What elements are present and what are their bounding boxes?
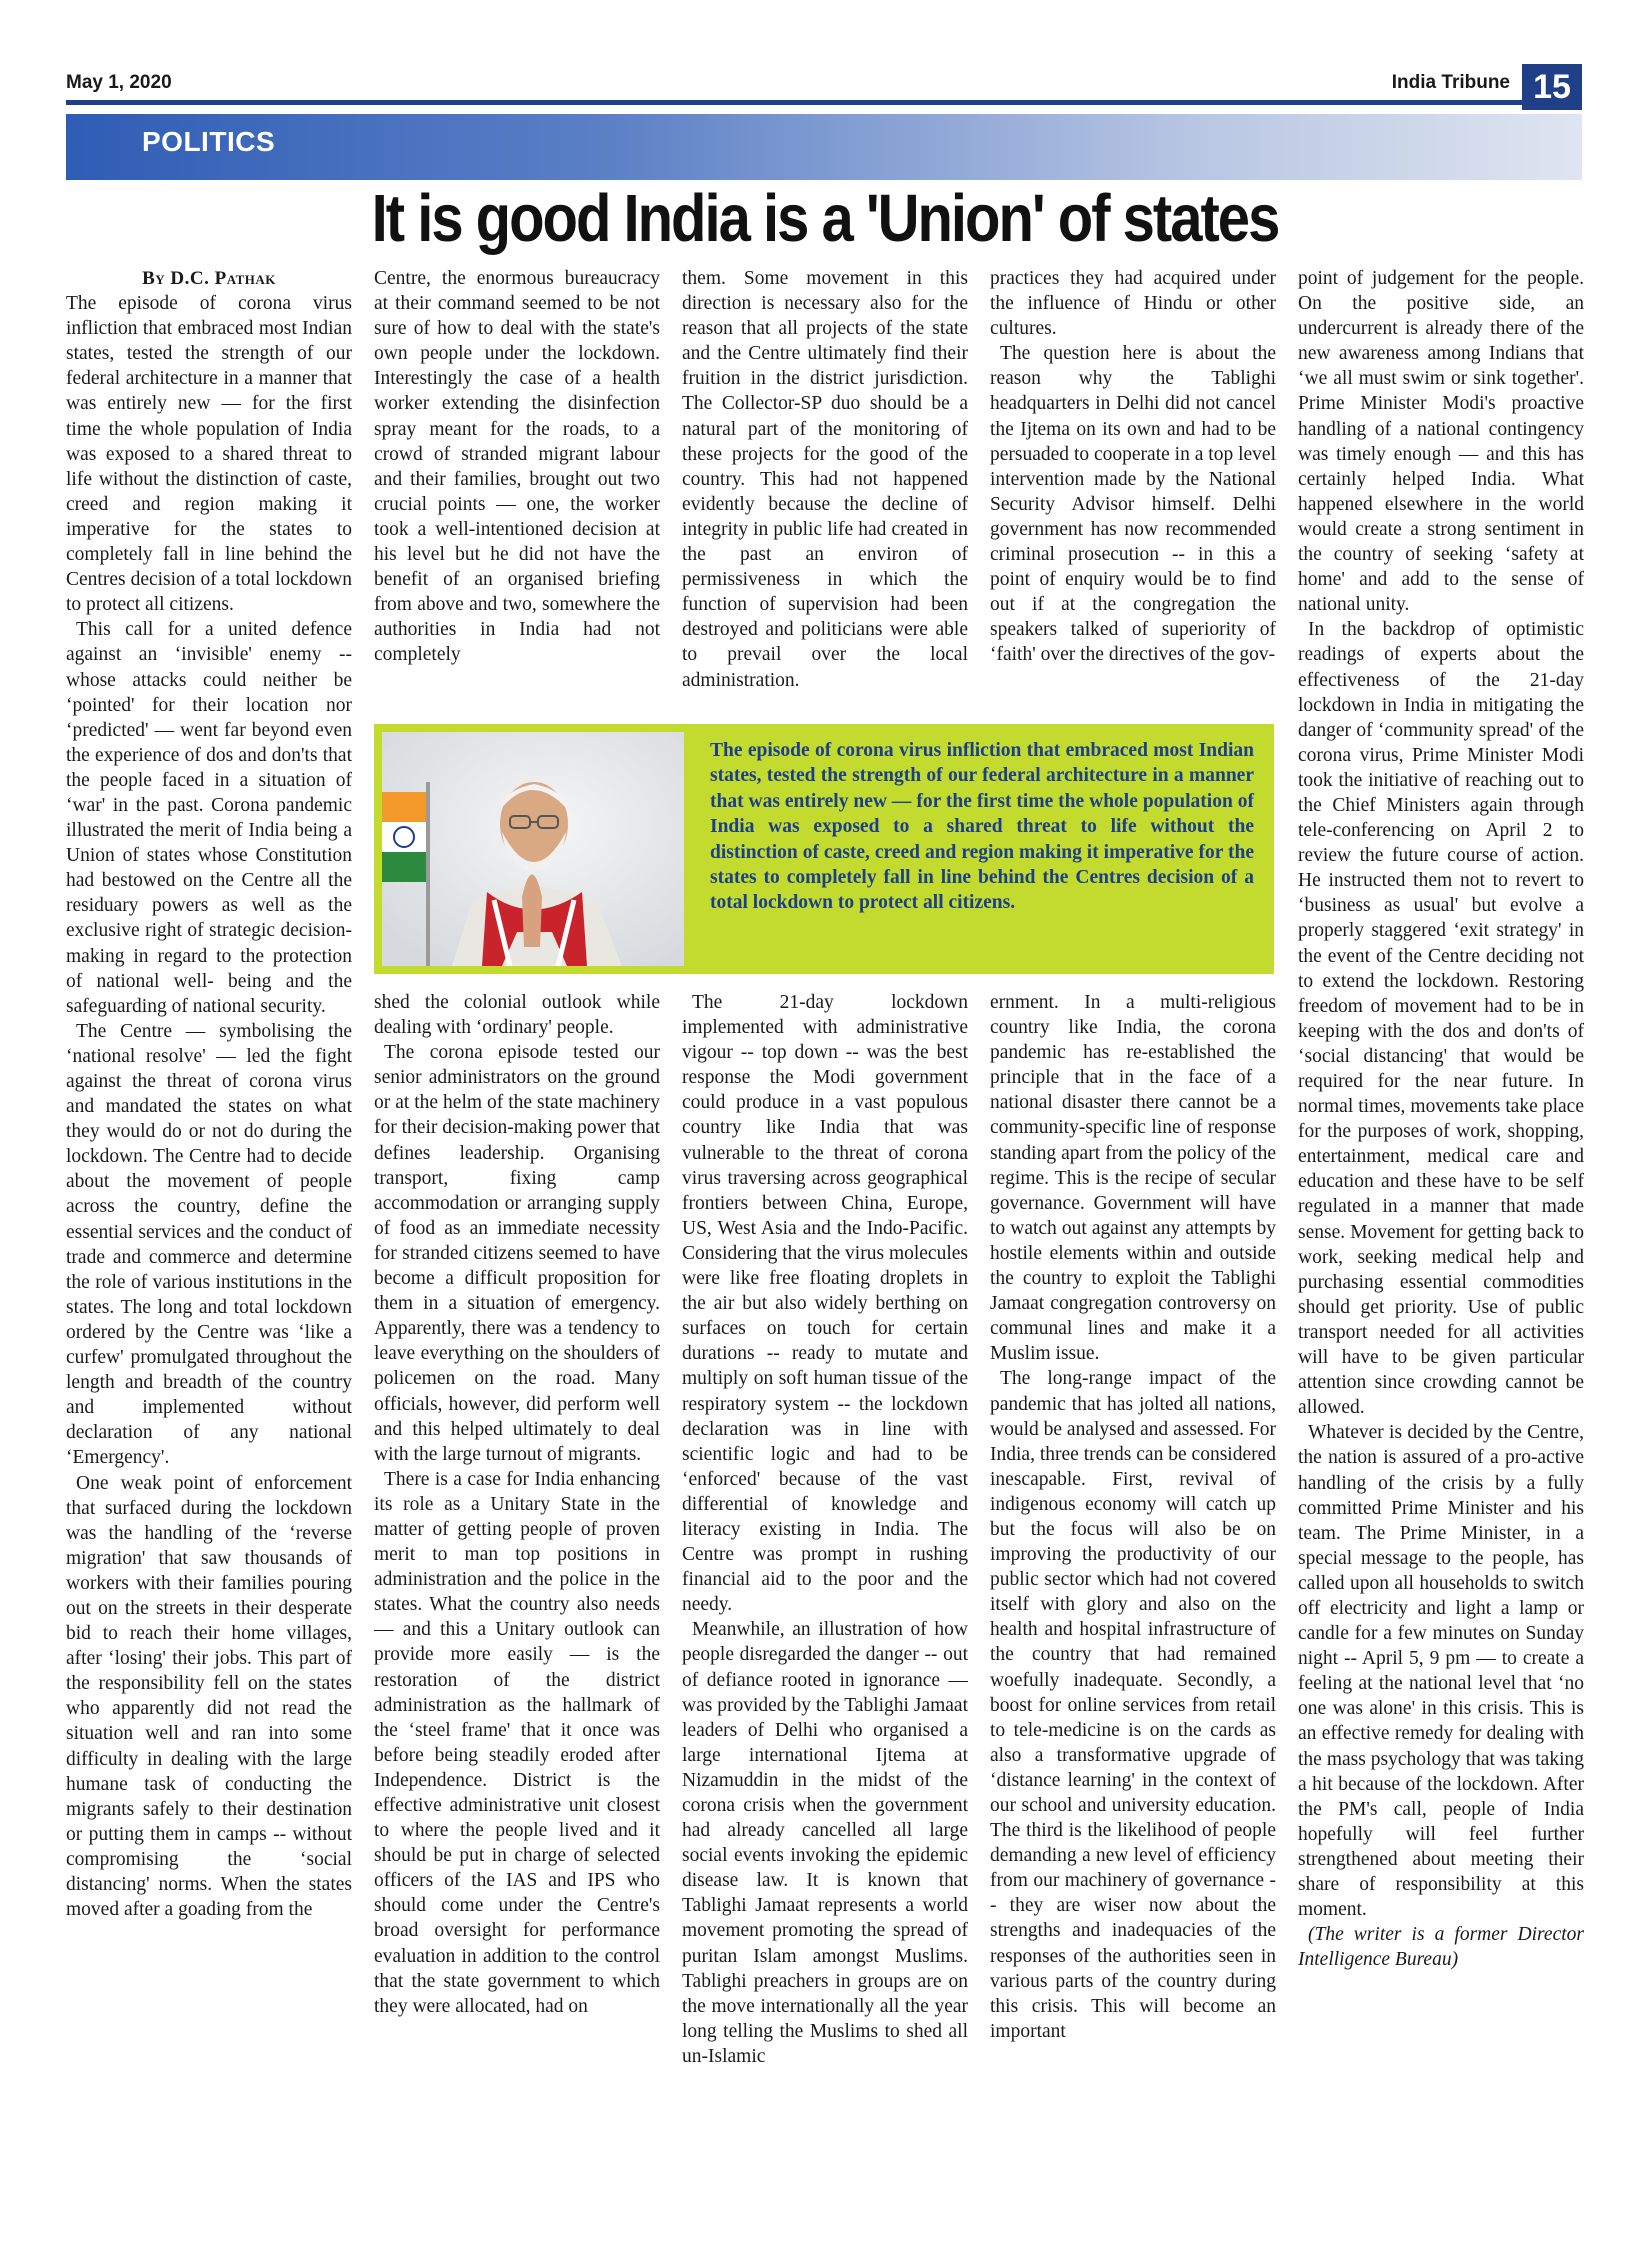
article-column-1 xyxy=(66,266,352,2226)
paragraph: The long-range impact of the pandemic that has jolted all nations, would be analysed and assessed. For India, three trends can be considered inescapable. First, revival of indigenous economy will catch up but the focus will also be on improving the productivity of our public sector which had not covered itself with glory and also on the health and hospital infrastructure of the country that had remained woefully inadequate. Secondly, a boost for online services from retail to tele-medicine is on the cards as also a transformative upgrade of ‘distance learning' in the context of our school and university education. The third is the likelihood of people demanding a new level of efficiency from our machinery of governance -- they are wiser now about the strengths and inadequacies of the responses of the authorities seen in various parts of the country during this crisis. This will become an important xyxy=(990,1368,1276,2042)
author-credit: (The writer is a former Director Intelligence Bureau) xyxy=(1298,1924,1584,1971)
paragraph: Centre, the enormous bureaucracy at their command seemed to be not sure of how to deal with the state's own people under the lockdown. Interestingly the case of a health worker extending the disinfection spray meant for the roads, to a crowd of stranded migrant labour and their families, brought out two crucial points — one, the worker took a well-intentioned decision at his level but he did not have the benefit of an organised briefing from above and two, somewhere the authorities in India had not completely xyxy=(374,268,660,666)
paragraph: The corona episode tested our senior administrators on the ground or at the helm of the state machinery for their decision-making power that defines leadership. Organising transport, fixing camp accommodation or arranging supply of food as an immediate necessity for stranded citizens seemed to have become a difficult proposition for them in a situation of emergency. Apparently, there was a tendency to leave everything on the shoulders of policemen on the road. Many officials, however, did perform well and this helped ultimately to deal with the large turnout of migrants. xyxy=(374,1042,660,1465)
article-column-5 xyxy=(1298,266,1584,2226)
photo-illustration xyxy=(382,732,684,966)
paragraph: One weak point of enforcement that surfaced during the lockdown was the handling of the ‘reverse migration' that saw thousands of workers with their families pouring out on the streets in their desperate bid to reach their home villages, after ‘losing' their jobs. This part of the responsibility fell on the states who apparently did not read the situation well and ran into some difficulty in dealing with the large humane task of conducting the migrants safely to their destination or putting them in camps -- without compromising the ‘social distancing' norms. When the states moved after a goading from the xyxy=(66,1472,352,1921)
paragraph: point of judgement for the people. On the positive side, an undercurrent is already there of the new awareness among Indians that ‘we all must swim or sink together'. Prime Minister Modi's proactive handling of a national contingency was timely enough — and this has certainly helped India. What happened elsewhere in the world would create a strong sentiment in the country of seeking ‘safety at home' and add to the sense of national unity. xyxy=(1298,268,1584,616)
article-column-2-top xyxy=(374,266,660,716)
paragraph: shed the colonial outlook while dealing with ‘ordinary' people. xyxy=(374,992,660,1039)
article-column-4-bottom xyxy=(990,990,1276,2226)
paragraph: them. Some movement in this direction is necessary also for the reason that all projects of the state and the Centre ultimately find their fruition in the district jurisdiction. The Collector-SP duo should be a natural part of the monitoring of these projects for the good of the country. This had not happened evidently because the decline of integrity in public life had created in the past an environ of permissiveness in which the function of supervision had been destroyed and politicians were able to prevail over the local administration. xyxy=(682,268,968,691)
paragraph: The question here is about the reason why the Tablighi headquarters in Delhi did not cancel the Ijtema on its own and had to be persuaded to cooperate in a top level intervention made by the National Security Advisor himself. Delhi government has now recommended criminal prosecution -- in this a point of enquiry would be to find out if at the congregation the speakers talked of superiority of ‘faith' over the directives of the gov- xyxy=(990,343,1276,666)
publication-name: India Tribune xyxy=(1391,72,1510,93)
article-headline: It is good India is a 'Union' of states xyxy=(371,181,1279,256)
paragraph: ernment. In a multi-religious country like India, the corona pandemic has re-established the principle that in the face of a national disaster there cannot be a community-specific line of response standing apart from the policy of the regime. This is the recipe of secular governance. Government will have to watch out against any attempts by hostile elements within and outside the country to exploit the Tablighi Jamaat congregation controversy on communal lines and make it a Muslim issue. xyxy=(990,992,1276,1365)
paragraph: In the backdrop of optimistic readings of experts about the effectiveness of the 21-day lockdown in India in mitigating the danger of ‘community spread' of the corona virus, Prime Minister Modi took the initiative of reaching out to the Chief Ministers again through tele-conferencing on April 2 to review the future course of action. He instructed them not to revert to ‘business as usual' but evolve a properly staggered ‘exit strategy' in the event of the Centre deciding not to extend the lockdown. Restoring freedom of movement had to be in keeping with the dos and don'ts of ‘social distancing' that would be required for the near future. In normal times, movements take place for the purposes of work, shopping, entertainment, medical care and education and these have to be self regulated in a manner that made sense. Movement for getting back to work, seeking medical help and purchasing essential commodities should get priority. Use of public transport needed for all activities will have to be given particular attention since crowding cannot be allowed. xyxy=(1298,619,1584,1419)
paragraph: Whatever is decided by the Centre, the nation is assured of a pro-active handling of the crisis by a fully committed Prime Minister and his team. The Prime Minister, in a special message to the people, has called upon all households to switch off electricity and light a lamp or candle for a few minutes on Sunday night -- April 5, 9 pm — to create a feeling at the national level that ‘no one was alone' in this crisis. This is an effective remedy for dealing with the mass psychology that was taking a hit because of the lockdown. After the PM's call, people of India hopefully will feel further strengthened about meeting their share of responsibility at this moment. xyxy=(1298,1422,1584,1921)
paragraph: The Centre — symbolising the ‘national resolve' — led the fight against the threat of corona virus and mandated the states on what they would do or not do during the lockdown. The Centre had to decide about the movement of people across the country, define the essential services and the conduct of trade and commerce and determine the role of various institutions in the states. The long and total lockdown ordered by the Centre was ‘like a curfew' promulgated throughout the length and breadth of the country and implemented without declaration of any national ‘Emergency'. xyxy=(66,1020,352,1469)
article-column-3-top xyxy=(682,266,968,716)
paragraph: This call for a united defence against an ‘invisible' enemy -- whose attacks could neither be ‘pointed' for their location nor ‘predicted' — went far beyond even the experience of dos and don'ts that the people faced in a situation of ‘war' in the past. Corona pandemic illustrated the merit of India being a Union of states whose Constitution had bestowed on the Centre all the residuary powers as well as the exclusive right of strategic decision-making in regard to the protection of national well- being and the safeguarding of national security. xyxy=(66,619,352,1017)
byline: By D.C. Pathak xyxy=(142,268,276,289)
paragraph: The episode of corona virus infliction that embraced most Indian states, tested the strength of our federal architecture in a manner that was entirely new — for the first time the whole population of India was exposed to a shared threat to life without the distinction of caste, creed and region making it imperative for the states to completely fall in line behind the Centres decision of a total lockdown to protect all citizens. xyxy=(66,293,352,616)
article-column-4-top xyxy=(990,266,1276,716)
pullquote-text: The episode of corona virus infliction that embraced most Indian states, tested the strength of our federal architecture in a manner that was entirely new — for the first time the whole population of India was exposed to a shared threat to life without the distinction of caste, creed and region making it imperative for the states to completely fall in line behind the Centres decision of a total lockdown to protect all citizens. xyxy=(710,740,1254,914)
article-column-2-bottom xyxy=(374,990,660,2226)
page-header xyxy=(0,0,1650,110)
paragraph: There is a case for India enhancing its role as a Unitary State in the matter of getting people of proven merit to man top positions in administration and the police in the states. What the country also needs — and this a Unitary outlook can provide more easily — is the restoration of the district administration as the hallmark of the ‘steel frame' that it once was before being steadily eroded after Independence. District is the effective administrative unit closest to where the people lived and it should be put in charge of selected officers of the IAS and IPS who should come under the Centre's broad oversight for performance evaluation in addition to the control that the state government to which they were allocated, had on xyxy=(374,1468,660,2017)
issue-date: May 1, 2020 xyxy=(66,72,172,93)
prime-minister-photo xyxy=(382,732,684,966)
article-column-3-bottom xyxy=(682,990,968,2226)
paragraph: The 21-day lockdown implemented with administrative vigour -- top down -- was the best response the Modi government could produce in a vast populous country like India that was vulnerable to the threat of corona virus traversing across geographical frontiers between China, Europe, US, West Asia and the Indo-Pacific. Considering that the virus molecules were like free floating droplets in the air but also widely berthing on surfaces on touch for certain durations -- ready to mutate and multiply on soft human tissue of the respiratory system -- the lockdown declaration was in line with scientific logic and had to be ‘enforced' because of the vast differential of knowledge and literacy existing in India. The Centre was prompt in rushing financial aid to the poor and the needy. xyxy=(682,992,968,1616)
paragraph: practices they had acquired under the influence of Hindu or other cultures. xyxy=(990,268,1276,340)
section-title: POLITICS xyxy=(142,126,276,157)
pullquote-box xyxy=(374,724,1274,974)
page-number: 15 xyxy=(1522,64,1582,110)
header-rule xyxy=(66,100,1522,105)
paragraph: Meanwhile, an illustration of how people disregarded the danger -- out of defiance rooted in ignorance — was provided by the Tablighi Jamaat leaders of Delhi who organised a large international Ijtema at Nizamuddin in the midst of the corona crisis when the government had already cancelled all large social events invoking the epidemic disease law. It is known that Tablighi Jamaat represents a world movement promoting the spread of puritan Islam amongst Muslims. Tablighi preachers in groups are on the move internationally all the year long telling the Muslims to shed all un-Islamic xyxy=(682,1619,968,2067)
section-banner xyxy=(66,114,1582,180)
